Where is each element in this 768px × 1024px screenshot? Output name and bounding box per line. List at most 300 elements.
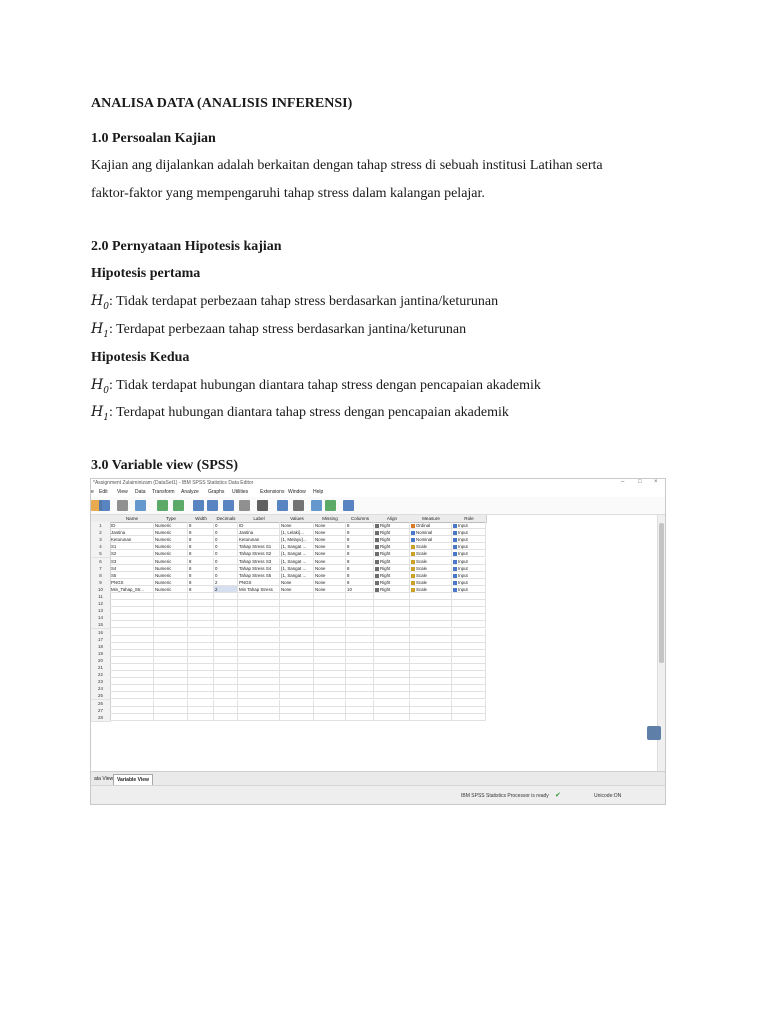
grid-cell-empty[interactable] — [214, 614, 238, 621]
grid-cell-empty[interactable] — [110, 714, 154, 721]
row-number[interactable]: 15 — [91, 621, 111, 629]
grid-cell[interactable] — [346, 586, 374, 593]
grid-cell[interactable] — [238, 536, 280, 543]
grid-cell[interactable] — [154, 536, 188, 543]
grid-cell-empty[interactable] — [154, 678, 188, 685]
grid-cell[interactable] — [154, 586, 188, 593]
save-icon[interactable] — [99, 500, 110, 511]
grid-cell-empty[interactable] — [188, 629, 214, 636]
grid-cell-empty[interactable] — [154, 707, 188, 714]
grid-cell[interactable] — [452, 586, 486, 593]
grid-cell[interactable] — [238, 550, 280, 557]
scrollbar-thumb[interactable] — [659, 523, 664, 663]
lightning-icon[interactable] — [647, 726, 661, 740]
grid-cell-empty[interactable] — [214, 607, 238, 614]
grid-cell[interactable] — [214, 572, 238, 579]
tab-variable-view[interactable]: Variable View — [113, 774, 153, 786]
grid-cell-empty[interactable] — [188, 607, 214, 614]
grid-cell-empty[interactable] — [188, 685, 214, 692]
grid-cell[interactable] — [374, 558, 410, 565]
column-header[interactable]: Decimals — [214, 515, 239, 523]
grid-cell[interactable] — [452, 550, 486, 557]
grid-cell-empty[interactable] — [314, 685, 346, 692]
grid-cell-empty[interactable] — [280, 664, 314, 671]
grid-cell[interactable] — [110, 558, 154, 565]
row-number[interactable]: 16 — [91, 629, 111, 637]
grid-cell[interactable] — [374, 543, 410, 550]
value-labels-icon[interactable] — [293, 500, 304, 511]
grid-cell-empty[interactable] — [238, 707, 280, 714]
grid-cell-empty[interactable] — [346, 657, 374, 664]
grid-cell-empty[interactable] — [110, 629, 154, 636]
row-number[interactable]: 7 — [91, 565, 111, 573]
grid-cell[interactable] — [452, 543, 486, 550]
row-number[interactable]: 17 — [91, 636, 111, 644]
grid-cell-empty[interactable] — [280, 671, 314, 678]
grid-cell-empty[interactable] — [374, 657, 410, 664]
grid-cell-empty[interactable] — [188, 614, 214, 621]
grid-cell-empty[interactable] — [410, 664, 452, 671]
grid-cell[interactable] — [238, 529, 280, 536]
grid-icon[interactable] — [277, 500, 288, 511]
grid-cell-empty[interactable] — [188, 650, 214, 657]
grid-cell-empty[interactable] — [410, 650, 452, 657]
grid-cell-empty[interactable] — [188, 692, 214, 699]
row-number[interactable]: 24 — [91, 685, 111, 693]
tab-data-view[interactable]: ata View — [94, 776, 114, 782]
grid-cell-empty[interactable] — [452, 678, 486, 685]
grid-cell-empty[interactable] — [410, 692, 452, 699]
grid-cell-empty[interactable] — [238, 600, 280, 607]
grid-cell[interactable] — [238, 522, 280, 529]
grid-cell-empty[interactable] — [280, 714, 314, 721]
row-number[interactable]: 8 — [91, 572, 111, 580]
grid-cell-empty[interactable] — [188, 707, 214, 714]
grid-cell[interactable] — [374, 550, 410, 557]
grid-cell-empty[interactable] — [314, 593, 346, 600]
row-number[interactable]: 28 — [91, 714, 111, 722]
grid-cell-empty[interactable] — [238, 650, 280, 657]
menu-item[interactable]: Help — [313, 489, 324, 495]
grid-cell-empty[interactable] — [280, 636, 314, 643]
grid-cell-empty[interactable] — [238, 685, 280, 692]
grid-cell[interactable] — [452, 572, 486, 579]
menu-item[interactable]: Data — [135, 489, 146, 495]
row-number[interactable]: 25 — [91, 692, 111, 700]
grid-cell-empty[interactable] — [154, 643, 188, 650]
grid-cell-empty[interactable] — [110, 636, 154, 643]
grid-cell-empty[interactable] — [214, 678, 238, 685]
grid-cell[interactable] — [154, 529, 188, 536]
grid-cell-empty[interactable] — [374, 614, 410, 621]
grid-cell[interactable] — [346, 579, 374, 586]
chart-icon[interactable] — [207, 500, 218, 511]
find-icon[interactable] — [257, 500, 268, 511]
column-header[interactable]: Missing — [314, 515, 347, 523]
grid-cell[interactable] — [314, 536, 346, 543]
grid-cell[interactable] — [346, 536, 374, 543]
grid-cell-empty[interactable] — [238, 700, 280, 707]
grid-cell-empty[interactable] — [110, 664, 154, 671]
grid-cell-empty[interactable] — [314, 621, 346, 628]
grid-cell[interactable] — [410, 579, 452, 586]
grid-cell-empty[interactable] — [346, 593, 374, 600]
grid-cell-empty[interactable] — [154, 714, 188, 721]
grid-cell[interactable] — [280, 543, 314, 550]
grid-cell[interactable] — [154, 550, 188, 557]
row-number[interactable]: 20 — [91, 657, 111, 665]
column-header[interactable]: Measure — [410, 515, 453, 523]
grid-cell[interactable] — [452, 522, 486, 529]
menu-item[interactable]: Transform — [152, 489, 175, 495]
grid-cell-empty[interactable] — [374, 714, 410, 721]
grid-cell-empty[interactable] — [154, 621, 188, 628]
grid-cell[interactable] — [346, 550, 374, 557]
grid-cell[interactable] — [410, 558, 452, 565]
grid-cell-empty[interactable] — [374, 671, 410, 678]
grid-cell[interactable] — [214, 543, 238, 550]
grid-cell[interactable] — [188, 586, 214, 593]
grid-cell[interactable] — [410, 586, 452, 593]
grid-cell[interactable] — [314, 543, 346, 550]
grid-cell-empty[interactable] — [188, 593, 214, 600]
grid-cell[interactable] — [280, 536, 314, 543]
grid-cell-empty[interactable] — [410, 600, 452, 607]
grid-cell-empty[interactable] — [238, 657, 280, 664]
grid-cell-empty[interactable] — [280, 685, 314, 692]
grid-cell-empty[interactable] — [154, 636, 188, 643]
row-number[interactable]: 27 — [91, 707, 111, 715]
grid-cell-empty[interactable] — [154, 650, 188, 657]
grid-cell[interactable] — [110, 565, 154, 572]
grid-cell[interactable] — [280, 550, 314, 557]
grid-cell-empty[interactable] — [410, 593, 452, 600]
grid-cell[interactable] — [410, 572, 452, 579]
grid-cell-empty[interactable] — [346, 643, 374, 650]
grid-cell-empty[interactable] — [410, 707, 452, 714]
grid-cell[interactable] — [188, 579, 214, 586]
grid-cell-empty[interactable] — [452, 636, 486, 643]
grid-cell[interactable] — [280, 586, 314, 593]
grid-cell[interactable] — [188, 529, 214, 536]
row-number[interactable]: 21 — [91, 664, 111, 672]
grid-cell-empty[interactable] — [188, 621, 214, 628]
grid-cell[interactable] — [314, 550, 346, 557]
grid-cell-empty[interactable] — [374, 650, 410, 657]
grid-cell-empty[interactable] — [110, 621, 154, 628]
grid-cell-empty[interactable] — [314, 692, 346, 699]
grid-cell-empty[interactable] — [452, 685, 486, 692]
menu-item[interactable]: View — [117, 489, 128, 495]
grid-cell[interactable] — [154, 522, 188, 529]
grid-cell-empty[interactable] — [214, 657, 238, 664]
grid-cell[interactable] — [410, 565, 452, 572]
grid-cell[interactable] — [238, 572, 280, 579]
grid-cell-empty[interactable] — [110, 692, 154, 699]
grid-cell-empty[interactable] — [154, 593, 188, 600]
grid-cell-empty[interactable] — [188, 636, 214, 643]
grid-cell[interactable] — [238, 579, 280, 586]
row-number[interactable]: 12 — [91, 600, 111, 608]
column-header[interactable]: Width — [188, 515, 215, 523]
grid-cell-empty[interactable] — [214, 707, 238, 714]
grid-cell[interactable] — [280, 529, 314, 536]
row-number[interactable]: 14 — [91, 614, 111, 622]
grid-cell-empty[interactable] — [452, 707, 486, 714]
row-number[interactable]: 11 — [91, 593, 111, 601]
search-icon[interactable] — [343, 500, 354, 511]
column-header[interactable]: Name — [110, 515, 155, 523]
grid-cell[interactable] — [374, 565, 410, 572]
grid-cell[interactable] — [214, 550, 238, 557]
grid-cell[interactable] — [314, 558, 346, 565]
grid-cell-empty[interactable] — [314, 607, 346, 614]
grid-cell-empty[interactable] — [374, 678, 410, 685]
grid-cell-empty[interactable] — [214, 600, 238, 607]
grid-cell-empty[interactable] — [346, 678, 374, 685]
grid-cell[interactable] — [346, 522, 374, 529]
grid-cell-empty[interactable] — [374, 692, 410, 699]
column-header[interactable]: Label — [238, 515, 281, 523]
grid-cell-empty[interactable] — [374, 621, 410, 628]
grid-cell-empty[interactable] — [280, 593, 314, 600]
grid-cell-empty[interactable] — [110, 607, 154, 614]
grid-cell-empty[interactable] — [214, 636, 238, 643]
grid-cell[interactable] — [346, 543, 374, 550]
grid-cell-empty[interactable] — [214, 629, 238, 636]
grid-cell-empty[interactable] — [346, 607, 374, 614]
grid-cell-empty[interactable] — [280, 707, 314, 714]
grid-cell[interactable] — [410, 529, 452, 536]
grid-cell-empty[interactable] — [314, 629, 346, 636]
grid-cell-empty[interactable] — [238, 664, 280, 671]
maximize-button[interactable]: □ — [638, 479, 642, 485]
grid-cell-empty[interactable] — [374, 607, 410, 614]
grid-cell[interactable] — [238, 565, 280, 572]
grid-cell[interactable] — [110, 586, 154, 593]
grid-cell-empty[interactable] — [214, 692, 238, 699]
redo-icon[interactable] — [173, 500, 184, 511]
grid-cell-empty[interactable] — [280, 614, 314, 621]
grid-cell-empty[interactable] — [110, 614, 154, 621]
grid-cell[interactable] — [110, 550, 154, 557]
grid-cell-empty[interactable] — [154, 664, 188, 671]
grid-cell-empty[interactable] — [238, 621, 280, 628]
column-header[interactable]: Columns — [346, 515, 375, 523]
grid-cell-empty[interactable] — [374, 636, 410, 643]
grid-cell-empty[interactable] — [410, 636, 452, 643]
grid-cell-empty[interactable] — [374, 593, 410, 600]
grid-cell-empty[interactable] — [188, 700, 214, 707]
grid-cell-empty[interactable] — [410, 678, 452, 685]
grid-cell[interactable] — [452, 579, 486, 586]
grid-cell-empty[interactable] — [314, 636, 346, 643]
insert-variable-icon[interactable] — [223, 500, 234, 511]
grid-cell-empty[interactable] — [154, 600, 188, 607]
scale-icon[interactable] — [311, 500, 322, 511]
grid-cell[interactable] — [214, 579, 238, 586]
grid-cell[interactable] — [410, 543, 452, 550]
grid-cell-empty[interactable] — [280, 621, 314, 628]
grid-cell-empty[interactable] — [280, 657, 314, 664]
grid-cell-empty[interactable] — [154, 671, 188, 678]
split-file-icon[interactable] — [239, 500, 250, 511]
grid-cell-empty[interactable] — [110, 600, 154, 607]
column-header[interactable]: Role — [452, 515, 487, 523]
grid-cell-empty[interactable] — [452, 714, 486, 721]
grid-cell[interactable] — [214, 536, 238, 543]
menu-item[interactable]: e — [91, 489, 94, 495]
grid-cell-empty[interactable] — [314, 707, 346, 714]
menu-item[interactable]: Utilities — [232, 489, 249, 495]
grid-cell-empty[interactable] — [238, 607, 280, 614]
row-number[interactable]: 5 — [91, 550, 111, 558]
grid-cell-empty[interactable] — [214, 643, 238, 650]
grid-cell-empty[interactable] — [154, 685, 188, 692]
grid-cell-empty[interactable] — [188, 600, 214, 607]
grid-cell-empty[interactable] — [410, 714, 452, 721]
grid-cell-empty[interactable] — [280, 650, 314, 657]
row-number[interactable]: 10 — [91, 586, 111, 594]
grid-cell-empty[interactable] — [452, 607, 486, 614]
grid-cell[interactable] — [214, 565, 238, 572]
grid-cell-empty[interactable] — [188, 643, 214, 650]
minimize-button[interactable]: – — [621, 479, 625, 485]
grid-cell[interactable] — [346, 558, 374, 565]
grid-cell-empty[interactable] — [452, 664, 486, 671]
grid-cell-empty[interactable] — [452, 700, 486, 707]
print-icon[interactable] — [117, 500, 128, 511]
grid-cell-empty[interactable] — [410, 643, 452, 650]
grid-cell-empty[interactable] — [374, 700, 410, 707]
grid-cell-empty[interactable] — [280, 607, 314, 614]
grid-cell-empty[interactable] — [154, 692, 188, 699]
grid-cell[interactable] — [188, 565, 214, 572]
grid-cell[interactable] — [214, 558, 238, 565]
grid-cell-empty[interactable] — [110, 650, 154, 657]
grid-cell[interactable] — [374, 572, 410, 579]
grid-cell[interactable] — [452, 558, 486, 565]
grid-cell-empty[interactable] — [110, 593, 154, 600]
grid-cell-empty[interactable] — [110, 657, 154, 664]
grid-cell[interactable] — [280, 522, 314, 529]
grid-cell-empty[interactable] — [238, 636, 280, 643]
grid-cell-empty[interactable] — [346, 671, 374, 678]
grid-cell-empty[interactable] — [214, 650, 238, 657]
grid-cell-empty[interactable] — [238, 714, 280, 721]
grid-cell[interactable] — [346, 572, 374, 579]
grid-cell-empty[interactable] — [452, 621, 486, 628]
grid-cell[interactable] — [110, 543, 154, 550]
grid-cell[interactable] — [154, 543, 188, 550]
grid-cell[interactable] — [154, 579, 188, 586]
row-number[interactable]: 18 — [91, 643, 111, 651]
grid-cell-empty[interactable] — [154, 700, 188, 707]
grid-cell-empty[interactable] — [410, 657, 452, 664]
grid-cell-empty[interactable] — [452, 643, 486, 650]
grid-cell-empty[interactable] — [452, 650, 486, 657]
grid-cell-empty[interactable] — [410, 629, 452, 636]
row-number[interactable]: 13 — [91, 607, 111, 615]
grid-cell[interactable] — [188, 543, 214, 550]
grid-cell-empty[interactable] — [188, 671, 214, 678]
grid-cell-empty[interactable] — [346, 636, 374, 643]
grid-cell-empty[interactable] — [314, 700, 346, 707]
grid-cell-empty[interactable] — [188, 664, 214, 671]
grid-cell-empty[interactable] — [214, 671, 238, 678]
grid-cell-empty[interactable] — [238, 671, 280, 678]
row-number[interactable]: 23 — [91, 678, 111, 686]
menu-item[interactable]: Analyze — [181, 489, 199, 495]
grid-cell[interactable] — [280, 565, 314, 572]
grid-cell-empty[interactable] — [374, 643, 410, 650]
grid-cell[interactable] — [410, 522, 452, 529]
grid-cell-empty[interactable] — [410, 685, 452, 692]
column-header[interactable]: Align — [374, 515, 411, 523]
grid-cell-empty[interactable] — [346, 629, 374, 636]
grid-cell-empty[interactable] — [314, 643, 346, 650]
grid-cell[interactable] — [280, 558, 314, 565]
grid-cell-empty[interactable] — [346, 650, 374, 657]
grid-cell[interactable] — [154, 572, 188, 579]
grid-cell[interactable] — [214, 586, 238, 593]
grid-cell-empty[interactable] — [214, 593, 238, 600]
grid-cell-empty[interactable] — [214, 621, 238, 628]
grid-cell-empty[interactable] — [110, 707, 154, 714]
row-number[interactable]: 2 — [91, 529, 111, 537]
menu-item[interactable]: Window — [288, 489, 306, 495]
grid-cell[interactable] — [188, 550, 214, 557]
row-number[interactable]: 22 — [91, 671, 111, 679]
grid-cell-empty[interactable] — [410, 671, 452, 678]
grid-cell-empty[interactable] — [452, 629, 486, 636]
grid-cell-empty[interactable] — [214, 700, 238, 707]
grid-cell-empty[interactable] — [188, 714, 214, 721]
row-number[interactable]: 19 — [91, 650, 111, 658]
grid-cell-empty[interactable] — [314, 657, 346, 664]
grid-cell-empty[interactable] — [346, 685, 374, 692]
grid-cell-empty[interactable] — [314, 678, 346, 685]
grid-cell-empty[interactable] — [410, 700, 452, 707]
grid-cell-empty[interactable] — [374, 707, 410, 714]
grid-cell[interactable] — [314, 572, 346, 579]
grid-cell[interactable] — [154, 558, 188, 565]
grid-cell-empty[interactable] — [314, 650, 346, 657]
row-number[interactable]: 26 — [91, 700, 111, 708]
grid-cell[interactable] — [314, 522, 346, 529]
grid-cell[interactable] — [374, 522, 410, 529]
column-header[interactable]: Values — [280, 515, 315, 523]
grid-cell-empty[interactable] — [346, 621, 374, 628]
grid-cell-empty[interactable] — [452, 692, 486, 699]
grid-cell-empty[interactable] — [110, 700, 154, 707]
grid-cell-empty[interactable] — [214, 685, 238, 692]
close-button[interactable]: × — [654, 479, 658, 485]
grid-cell-empty[interactable] — [214, 664, 238, 671]
grid-cell[interactable] — [280, 579, 314, 586]
grid-cell[interactable] — [188, 522, 214, 529]
grid-cell-empty[interactable] — [452, 593, 486, 600]
menu-item[interactable]: Extensions — [260, 489, 285, 495]
grid-cell-empty[interactable] — [346, 707, 374, 714]
grid-cell-empty[interactable] — [110, 685, 154, 692]
grid-cell[interactable] — [314, 529, 346, 536]
grid-cell[interactable] — [238, 543, 280, 550]
grid-cell-empty[interactable] — [110, 671, 154, 678]
menu-item[interactable]: Edit — [99, 489, 108, 495]
grid-cell[interactable] — [188, 558, 214, 565]
grid-cell-empty[interactable] — [110, 643, 154, 650]
